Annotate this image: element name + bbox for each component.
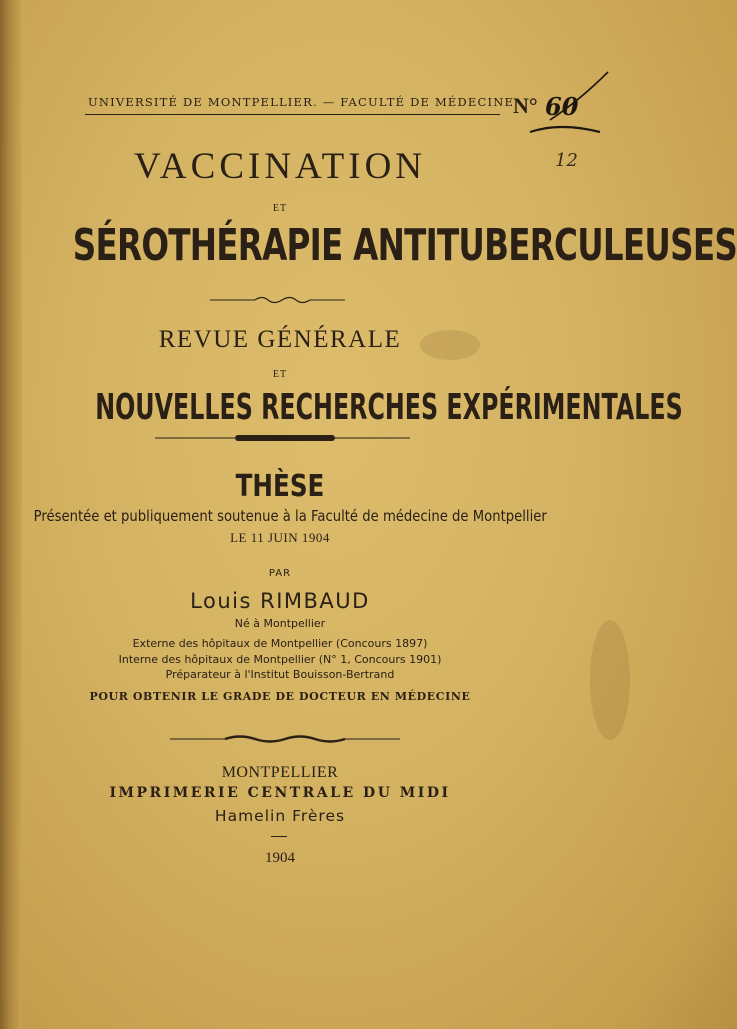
credential-line: Externe des hôpitaux de Montpellier (Concours 1897) xyxy=(132,637,428,650)
credential-line: Interne des hôpitaux de Montpellier (N° 1, Concours 1901) xyxy=(118,652,442,666)
title-conjunction: ET xyxy=(272,203,288,214)
imprint-year: 1904 xyxy=(265,850,295,866)
short-rule xyxy=(271,836,287,837)
thesis-presentation: Présentée et publiquement soutenue à la Faculté de médecine de Montpellier xyxy=(33,507,547,525)
number-label: N° xyxy=(513,93,538,118)
credential-line: Préparateur à l'Institut Bouisson-Bertrand xyxy=(165,668,395,681)
title-serotherapie: SÉROTHÉRAPIE ANTITUBERCULEUSES xyxy=(72,220,737,271)
title-conjunction: ET xyxy=(272,369,288,380)
handwritten-number: 60 xyxy=(545,92,579,121)
author-prefix: PAR xyxy=(268,568,292,579)
author-birthplace: Né à Montpellier xyxy=(234,617,326,630)
author-credentials xyxy=(0,636,560,683)
ornament-rule-2 xyxy=(0,432,560,444)
author-name: Louis RIMBAUD xyxy=(190,589,370,613)
title-revue-generale: REVUE GÉNÉRALE xyxy=(158,326,402,353)
header-rule xyxy=(85,114,500,115)
imprint-printer: IMPRIMERIE CENTRALE DU MIDI xyxy=(109,785,451,801)
ornament-rule-3 xyxy=(0,733,560,745)
institution-header: UNIVERSITÉ DE MONTPELLIER. — FACULTÉ DE MÉDECINE xyxy=(88,95,515,109)
margin-annotation: 12 xyxy=(555,150,578,171)
thesis-purpose: POUR OBTENIR LE GRADE DE DOCTEUR EN MÉDECINE xyxy=(89,690,471,703)
thesis-heading: THÈSE xyxy=(235,469,325,504)
handwritten-swash-icon xyxy=(500,70,610,140)
title-vaccination: VACCINATION xyxy=(133,146,427,187)
ornament-rule-1 xyxy=(0,294,560,306)
paper-stain xyxy=(590,620,630,740)
thesis-date: LE 11 JUIN 1904 xyxy=(230,530,330,545)
imprint-publisher: Hamelin Frères xyxy=(214,807,346,825)
imprint-city: MONTPELLIER xyxy=(221,764,339,781)
title-nouvelles-recherches: NOUVELLES RECHERCHES EXPÉRIMENTALES xyxy=(95,387,683,428)
